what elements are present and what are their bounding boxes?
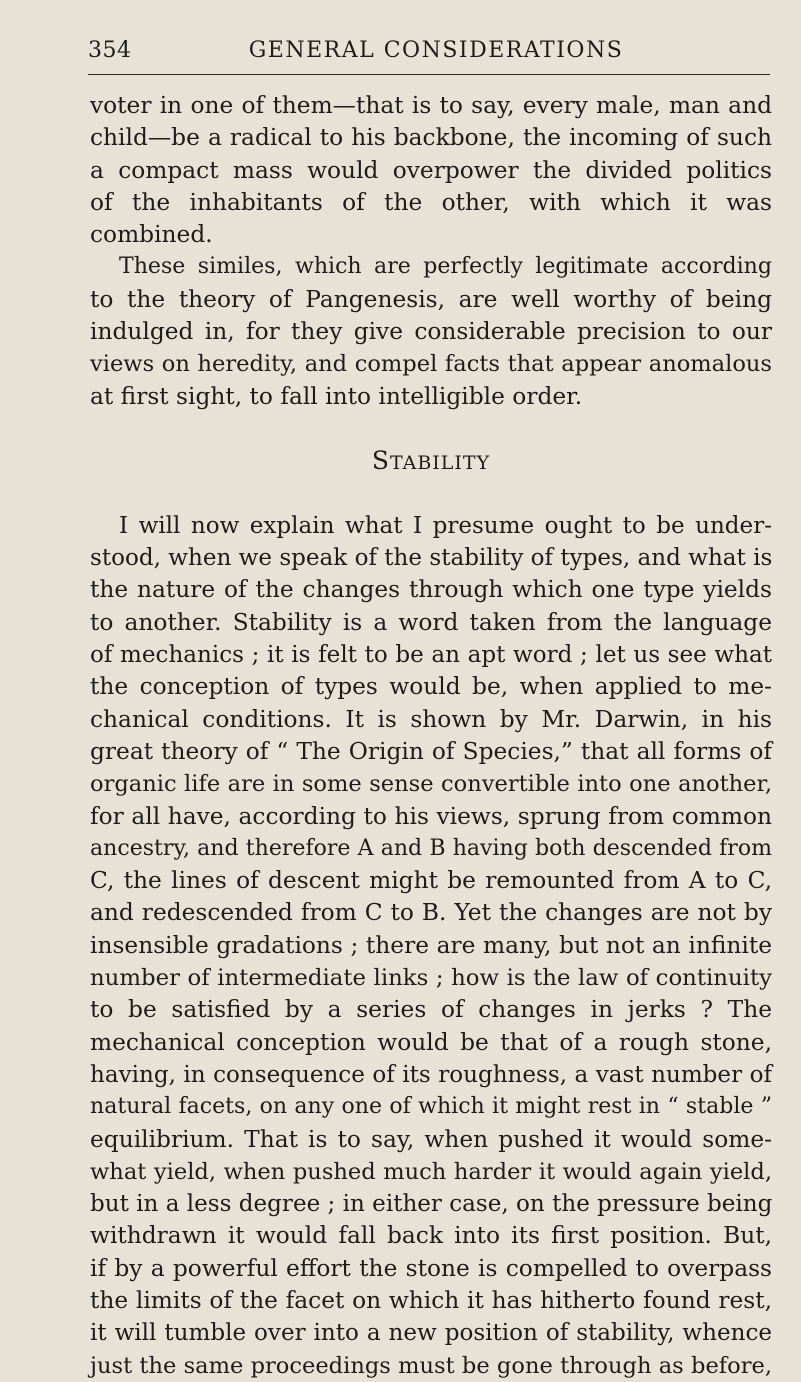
text-line: combined.: [90, 221, 213, 249]
text-line: child—be a radical to his backbone, the incoming of such: [90, 124, 772, 152]
text-line: stood, when we speak of the stability of types, and what is: [90, 545, 773, 572]
text-line: just the same proceedings must be gone through as before,: [90, 1352, 772, 1379]
running-head: GENERAL CONSIDERATIONS: [248, 38, 624, 63]
text-line: withdrawn it would fall back into its first position. But,: [90, 1222, 772, 1250]
spacer: [90, 413, 772, 445]
section-heading: [90, 445, 772, 477]
text-line: having, in consequence of its roughness, a vast number of: [90, 1061, 772, 1088]
text-line: These similes, which are perfectly legitimate according: [119, 254, 772, 280]
text-line: voter in one of them—that is to say, every male, man and: [90, 92, 772, 119]
text-line: C, the lines of descent might be remounted from A to C,: [90, 867, 772, 895]
text-line: and redescended from C to B. Yet the changes are not by: [90, 899, 772, 927]
heading-rest: TABILITY: [389, 452, 491, 475]
text-line: it will tumble over into a new position of stability, whence: [90, 1320, 772, 1347]
text-line: at first sight, to fall into intelligible order.: [90, 382, 583, 410]
text-line: but in a less degree ; in either case, on the pressure being: [90, 1191, 773, 1218]
text-line: to the theory of Pangenesis, are well worthy of being: [90, 285, 772, 313]
text-line: the conception of types would be, when applied to me-: [90, 673, 772, 701]
header-rule: [88, 74, 770, 75]
text-line: of mechanics ; it is felt to be an apt word ; let us see what: [90, 642, 772, 669]
text-line: natural facets, on any one of which it might rest in “ stable ”: [90, 1094, 772, 1120]
text-line: of the inhabitants of the other, with which it was: [90, 188, 772, 216]
heading-initial: S: [371, 446, 390, 476]
body-text: [90, 90, 772, 1382]
page-header: [88, 38, 770, 68]
text-line: great theory of “ The Origin of Species,” that all forms of: [90, 737, 772, 765]
text-line: chanical conditions. It is shown by Mr. Darwin, in his: [90, 705, 772, 733]
text-line: a compact mass would overpower the divided politics: [90, 156, 772, 184]
text-line: the nature of the changes through which one type yields: [90, 576, 772, 604]
text-line: ancestry, and therefore A and B having both descended from: [90, 835, 772, 861]
text-line: mechanical conception would be that of a rough stone,: [90, 1028, 772, 1056]
text-line: I will now explain what I presume ought to be under-: [119, 512, 772, 539]
text-line: organic life are in some sense convertible into one another,: [90, 771, 772, 798]
text-line: what yield, when pushed much harder it would again yield,: [90, 1158, 772, 1185]
text-line: insensible gradations ; there are many, but not an infinite: [90, 931, 772, 959]
text-line: equilibrium. That is to say, when pushed it would some-: [90, 1125, 772, 1153]
text-line: views on heredity, and compel facts that appear anomalous: [90, 351, 772, 378]
spacer: [90, 478, 772, 510]
text-line: the limits of the facet on which it has hitherto found rest,: [90, 1286, 772, 1314]
text-line: to be satisfied by a series of changes in jerks ? The: [90, 996, 772, 1024]
text-line: indulged in, for they give considerable precision to our: [90, 318, 772, 346]
text-line: to another. Stability is a word taken from the language: [90, 608, 772, 636]
text-line: for all have, according to his views, sprung from common: [90, 802, 772, 830]
text-line: if by a powerful effort the stone is compelled to overpass: [90, 1254, 772, 1282]
page-number: 354: [88, 38, 132, 63]
text-line: number of intermediate links ; how is the law of continuity: [90, 965, 772, 992]
